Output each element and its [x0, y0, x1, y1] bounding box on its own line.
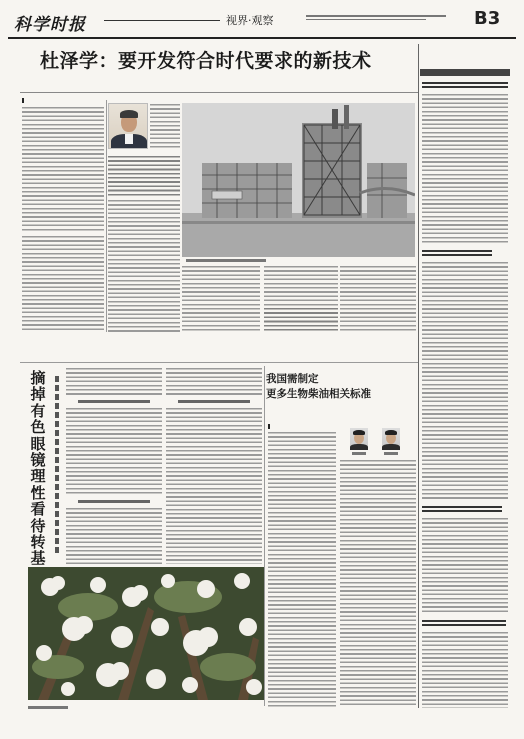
biodiesel-headline-line2: 更多生物柴油相关标准 [266, 388, 371, 400]
main-headline: 杜泽学：要开发符合时代要求的新技术 [40, 50, 372, 72]
masthead-divider [8, 37, 516, 39]
cotton-photo [28, 567, 264, 700]
portrait-caption [150, 104, 180, 148]
cotton-subhead-2 [78, 500, 150, 503]
cotton-text-intro [66, 368, 162, 396]
expert-caption-1 [352, 452, 366, 455]
factory-photo-caption [186, 259, 266, 262]
cotton-subhead-1 [78, 400, 150, 403]
sidebar-headline-4 [422, 620, 506, 628]
masthead-rule [104, 20, 220, 21]
factory-photo [182, 103, 415, 257]
expert-photo-1 [350, 428, 368, 450]
biodiesel-text-col1 [268, 432, 336, 708]
main-text-col4a [264, 266, 338, 306]
cotton-text-col2 [166, 408, 262, 564]
sidebar-headline-2 [422, 250, 492, 258]
biodiesel-headline [266, 372, 406, 402]
sidebar-rule [418, 44, 419, 708]
cotton-text-col2a [166, 368, 262, 396]
biodiesel-text-col2 [340, 460, 416, 708]
cotton-headline: 摘掉有色眼镜 理性看待转基 [30, 369, 46, 568]
column-rule [106, 100, 107, 332]
section-divider [20, 362, 418, 363]
cotton-subhead [52, 376, 62, 556]
expert-caption-2 [384, 452, 398, 455]
newspaper-logo: 科学时报 [14, 15, 86, 35]
sidebar-text-3 [422, 518, 508, 614]
main-text-col2 [108, 200, 180, 332]
biodiesel-byline [268, 424, 290, 429]
sidebar-text-2 [422, 262, 508, 500]
main-byline [22, 98, 44, 103]
headline-rule [20, 92, 418, 93]
cotton-text-col1b [66, 508, 162, 564]
cotton-photo-caption [28, 706, 68, 709]
masthead-info [306, 15, 456, 20]
sidebar-headline-3 [422, 506, 502, 514]
portrait-photo [108, 103, 148, 149]
main-text-col1b [22, 236, 104, 332]
main-text-col2-quote [108, 156, 180, 196]
section-label: 视界·观察 [226, 14, 274, 27]
expert-photo-2 [382, 428, 400, 450]
sidebar-headline-1 [422, 82, 508, 90]
main-text-col4-quote [264, 308, 338, 332]
page-code: B3 [474, 8, 501, 29]
biodiesel-headline-line1: 我国需制定 [266, 373, 319, 385]
main-text-col3 [182, 266, 260, 332]
sidebar-text-4 [422, 632, 508, 708]
sidebar-text-1 [422, 94, 508, 244]
cotton-text-col1 [66, 408, 162, 496]
main-text-col1a [22, 107, 104, 233]
masthead [8, 8, 516, 36]
column-rule-bio [264, 366, 265, 706]
sidebar-label [420, 69, 510, 76]
main-text-col5 [340, 266, 416, 332]
cotton-subhead-3 [178, 400, 250, 403]
